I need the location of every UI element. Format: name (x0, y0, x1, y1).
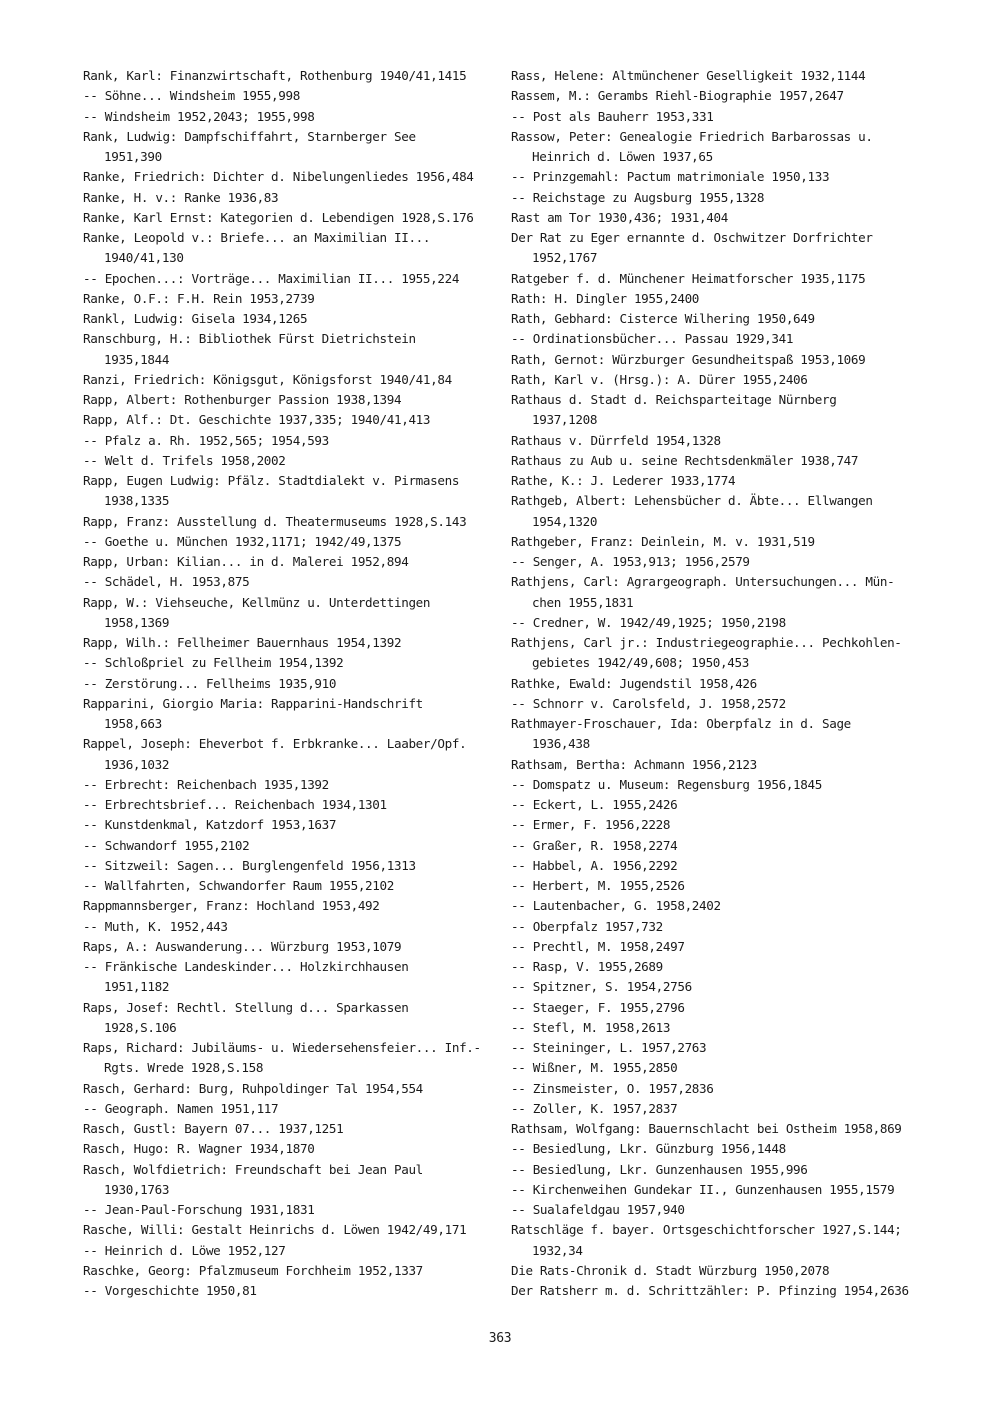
index-entry: -- Pfalz a. Rh. 1952,565; 1954,593 (83, 432, 329, 448)
index-entry: Der Rat zu Eger ernannte d. Oschwitzer Dorfrichter (511, 230, 873, 245)
index-entry: -- Oberpfalz 1957,732 (511, 918, 663, 934)
index-entry-continuation: 1952,1767 (532, 250, 598, 266)
index-entry: Rappel, Joseph: Eheverbot f. Erbkranke... Laaber/Opf. (83, 736, 467, 752)
index-entry-continuation: Rgts. Wrede 1928,S.158 (104, 1060, 264, 1076)
index-entry: -- Fränkische Landeskinder... Holzkirchhausen (83, 959, 409, 974)
index-entry: Rathe, K.: J. Lederer 1933,1774 (511, 473, 736, 488)
index-entry: -- Welt d. Trifels 1958,2002 (83, 452, 286, 468)
index-entry: -- Reichstage zu Augsburg 1955,1328 (511, 189, 765, 205)
index-entry: Ranschburg, H.: Bibliothek Fürst Dietrichstein (83, 331, 416, 347)
index-entry: -- Prinzgemahl: Pactum matrimoniale 1950,133 (511, 169, 830, 185)
index-entry-continuation: 1951,1182 (104, 979, 170, 995)
index-entry: -- Kunstdenkmal, Katzdorf 1953,1637 (83, 817, 337, 833)
index-entry: -- Lautenbacher, G. 1958,2402 (511, 898, 721, 914)
index-entry: -- Vorgeschichte 1950,81 (83, 1283, 257, 1298)
index-entry-continuation: 1938,1335 (104, 493, 170, 509)
index-entry-continuation: 1936,1032 (104, 756, 170, 772)
index-entry: Ranke, Leopold v.: Briefe... an Maximilian II... (83, 230, 431, 245)
index-entry: -- Epochen...: Vorträge... Maximilian II... 1955,224 (83, 270, 460, 286)
index-entry: -- Staeger, F. 1955,2796 (511, 999, 685, 1015)
index-entry: Rathaus d. Stadt d. Reichsparteitage Nürnberg (511, 392, 837, 407)
index-entry-continuation: 1935,1844 (104, 351, 170, 367)
index-entry-continuation: 1940/41,130 (104, 250, 184, 266)
index-entry: -- Sitzweil: Sagen... Burglengenfeld 1956,1313 (83, 857, 416, 873)
index-entry-continuation: 1951,390 (104, 149, 162, 164)
index-entry: -- Jean-Paul-Forschung 1931,1831 (83, 1202, 315, 1217)
index-entry: -- Credner, W. 1942/49,1925; 1950,2198 (511, 614, 786, 630)
index-entry: -- Schloßpriel zu Fellheim 1954,1392 (83, 655, 344, 671)
index-entry: -- Erbrechtsbrief... Reichenbach 1934,1301 (83, 797, 387, 812)
index-entry: -- Eckert, L. 1955,2426 (511, 797, 678, 812)
index-entry: Rassow, Peter: Genealogie Friedrich Barbarossas u. (511, 128, 873, 144)
index-entry: Ratgeber f. d. Münchener Heimatforscher 1935,1175 (511, 270, 866, 286)
index-entry: Rathaus v. Dürrfeld 1954,1328 (511, 432, 721, 448)
index-entry: Ranzi, Friedrich: Königsgut, Königsforst 1940/41,84 (83, 371, 452, 387)
index-entry: -- Windsheim 1952,2043; 1955,998 (83, 108, 315, 124)
index-entry: Rapp, Albert: Rothenburger Passion 1938,1394 (83, 392, 402, 407)
index-entry: Ranke, O.F.: F.H. Rein 1953,2739 (83, 290, 315, 306)
index-entry: -- Sualafeldgau 1957,940 (511, 1202, 685, 1217)
index-entry: Rassem, M.: Gerambs Riehl-Biographie 1957,2647 (511, 88, 844, 104)
index-entry: -- Erbrecht: Reichenbach 1935,1392 (83, 776, 329, 792)
index-entry: -- Zinsmeister, O. 1957,2836 (511, 1080, 714, 1096)
index-entry: -- Post als Bauherr 1953,331 (511, 108, 714, 124)
index-entry: Rapp, Urban: Kilian... in d. Malerei 1952,894 (83, 554, 409, 569)
index-entry: Rapp, Franz: Ausstellung d. Theatermuseums 1928,S.143 (83, 513, 467, 529)
index-entry-continuation: 1928,S.106 (104, 1019, 177, 1035)
index-entry: Rathgeb, Albert: Lehensbücher d. Äbte... Ellwangen (511, 493, 873, 509)
index-entry: -- Ordinationsbücher... Passau 1929,341 (511, 331, 794, 347)
index-entry: -- Steininger, L. 1957,2763 (511, 1040, 707, 1055)
index-entry: -- Besiedlung, Lkr. Günzburg 1956,1448 (511, 1141, 786, 1157)
index-entry: Rappmannsberger, Franz: Hochland 1953,492 (83, 898, 380, 914)
index-entry-continuation: gebietes 1942/49,608; 1950,453 (532, 655, 749, 671)
index-entry-continuation: 1937,1208 (532, 412, 598, 428)
index-entry: -- Schnorr v. Carolsfeld, J. 1958,2572 (511, 695, 786, 711)
index-entry: Ratschläge f. bayer. Ortsgeschichtforscher 1927,S.144; (511, 1222, 902, 1238)
index-entry: Ranke, Karl Ernst: Kategorien d. Lebendigen 1928,S.176 (83, 209, 474, 225)
index-entry: Rathsam, Wolfgang: Bauernschlacht bei Ostheim 1958,869 (511, 1121, 902, 1136)
index-entry: Rathke, Ewald: Jugendstil 1958,426 (511, 675, 757, 691)
index-entry: -- Goethe u. München 1932,1171; 1942/49,1375 (83, 533, 402, 549)
index-entry: Rathaus zu Aub u. seine Rechtsdenkmäler 1938,747 (511, 452, 859, 468)
index-entry: -- Muth, K. 1952,443 (83, 918, 228, 934)
index-entry: Raps, A.: Auswanderung... Würzburg 1953,1079 (83, 938, 402, 954)
index-entry: Rapp, W.: Viehseuche, Kellmünz u. Unterdettingen (83, 594, 431, 610)
index-entry: Rasch, Gustl: Bayern 07... 1937,1251 (83, 1121, 344, 1136)
index-entry: Rasch, Gerhard: Burg, Ruhpoldinger Tal 1954,554 (83, 1080, 423, 1096)
index-entry: Die Rats-Chronik d. Stadt Würzburg 1950,2078 (511, 1262, 830, 1278)
index-entry: Raschke, Georg: Pfalzmuseum Forchheim 1952,1337 (83, 1262, 423, 1278)
index-entry: Rathsam, Bertha: Achmann 1956,2123 (511, 756, 757, 772)
index-entry: Der Ratsherr m. d. Schrittzähler: P. Pfinzing 1954,2636 (511, 1283, 909, 1298)
index-entry: Rath, Karl v. (Hrsg.): A. Dürer 1955,2406 (511, 371, 808, 387)
index-entry: -- Domspatz u. Museum: Regensburg 1956,1845 (511, 776, 822, 792)
index-entry: -- Besiedlung, Lkr. Gunzenhausen 1955,996 (511, 1161, 808, 1177)
index-entry: -- Schädel, H. 1953,875 (83, 574, 250, 590)
index-entry: -- Zoller, K. 1957,2837 (511, 1100, 678, 1116)
index-entry: Rass, Helene: Altmünchener Geselligkeit 1932,1144 (511, 68, 866, 83)
index-entry-continuation: Heinrich d. Löwen 1937,65 (532, 149, 713, 164)
index-entry: Ranke, Friedrich: Dichter d. Nibelungenliedes 1956,484 (83, 169, 474, 185)
index-entry: -- Senger, A. 1953,913; 1956,2579 (511, 554, 750, 569)
index-entry: -- Graßer, R. 1958,2274 (511, 837, 678, 853)
index-entry-continuation: 1930,1763 (104, 1181, 170, 1197)
index-entry: -- Habbel, A. 1956,2292 (511, 857, 678, 873)
index-column-left (83, 66, 493, 1301)
index-entry-continuation: 1958,663 (104, 716, 162, 731)
index-entry: -- Zerstörung... Fellheims 1935,910 (83, 675, 337, 691)
index-entry: Rapp, Wilh.: Fellheimer Bauernhaus 1954,1392 (83, 635, 402, 650)
index-entry: Rath, Gernot: Würzburger Gesundheitspaß 1953,1069 (511, 351, 866, 367)
index-entry: Rathjens, Carl jr.: Industriegeographie... Pechkohlen- (511, 635, 902, 650)
index-entry: -- Kirchenweihen Gundekar II., Gunzenhausen 1955,1579 (511, 1181, 895, 1197)
index-entry: Rast am Tor 1930,436; 1931,404 (511, 209, 728, 225)
index-entry: -- Rasp, V. 1955,2689 (511, 959, 663, 974)
index-entry: -- Herbert, M. 1955,2526 (511, 878, 685, 893)
index-entry: Raps, Richard: Jubiläums- u. Wiedersehensfeier... Inf.- (83, 1040, 481, 1055)
index-entry-continuation: 1954,1320 (532, 513, 598, 529)
index-entry: -- Stefl, M. 1958,2613 (511, 1019, 671, 1035)
index-entry: Rapp, Alf.: Dt. Geschichte 1937,335; 1940/41,413 (83, 412, 431, 428)
index-entry-continuation: 1932,34 (532, 1242, 583, 1258)
index-entry: Rasch, Wolfdietrich: Freundschaft bei Jean Paul (83, 1161, 423, 1177)
index-entry: -- Schwandorf 1955,2102 (83, 837, 250, 853)
index-entry: -- Wallfahrten, Schwandorfer Raum 1955,2102 (83, 878, 394, 893)
index-entry: Rapparini, Giorgio Maria: Rapparini-Handschrift (83, 695, 423, 711)
index-entry: -- Spitzner, S. 1954,2756 (511, 979, 692, 995)
index-entry: Ranke, H. v.: Ranke 1936,83 (83, 189, 279, 205)
index-entry: Rasch, Hugo: R. Wagner 1934,1870 (83, 1141, 315, 1157)
index-entry: Rankl, Ludwig: Gisela 1934,1265 (83, 311, 308, 326)
index-entry: Rath: H. Dingler 1955,2400 (511, 290, 700, 306)
index-entry: -- Geograph. Namen 1951,117 (83, 1100, 279, 1116)
index-entry: Rathmayer-Froschauer, Ida: Oberpfalz in d. Sage (511, 716, 851, 731)
index-column-right (511, 66, 931, 1301)
index-entry: -- Heinrich d. Löwe 1952,127 (83, 1242, 286, 1258)
index-entry: Raps, Josef: Rechtl. Stellung d... Sparkassen (83, 999, 409, 1015)
index-entry: Rasche, Willi: Gestalt Heinrichs d. Löwen 1942/49,171 (83, 1222, 467, 1238)
index-entry: Rathjens, Carl: Agrargeograph. Untersuchungen... Mün- (511, 574, 895, 590)
index-entry-continuation: chen 1955,1831 (532, 594, 634, 610)
index-entry: -- Ermer, F. 1956,2228 (511, 817, 671, 833)
index-entry: Rathgeber, Franz: Deinlein, M. v. 1931,519 (511, 533, 815, 549)
index-entry-continuation: 1958,1369 (104, 614, 170, 630)
index-entry: Rank, Karl: Finanzwirtschaft, Rothenburg 1940/41,1415 (83, 68, 467, 83)
index-entry: Rath, Gebhard: Cisterce Wilhering 1950,649 (511, 311, 815, 326)
index-entry: -- Prechtl, M. 1958,2497 (511, 938, 685, 954)
index-entry: Rapp, Eugen Ludwig: Pfälz. Stadtdialekt v. Pirmasens (83, 473, 460, 488)
index-entry: -- Wißner, M. 1955,2850 (511, 1060, 678, 1076)
index-entry: -- Söhne... Windsheim 1955,998 (83, 88, 300, 104)
page-number: 363 (488, 1331, 512, 1346)
index-entry: Rank, Ludwig: Dampfschiffahrt, Starnberger See (83, 128, 416, 144)
index-entry-continuation: 1936,438 (532, 736, 590, 752)
